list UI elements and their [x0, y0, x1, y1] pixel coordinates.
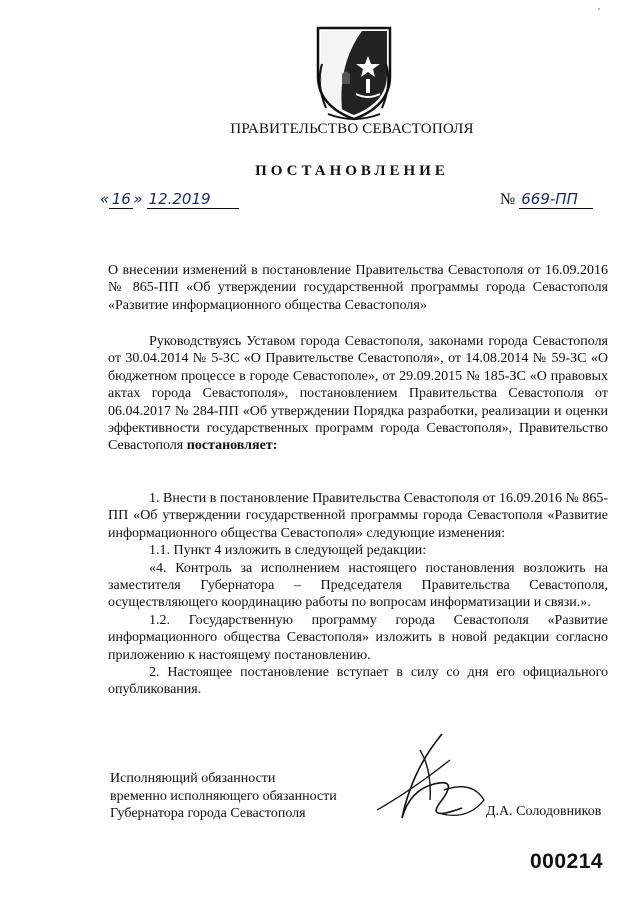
clause-1: 1. Внести в постановление Правительства Севастополя от 16.09.2016 № 865-ПП «Об утверждении государственной программы города Севастополя «Развитие информационного общества Севастополя» следующие изменения: — [108, 491, 608, 541]
resolution-body — [108, 490, 608, 699]
serial-number: 000214 — [530, 850, 604, 873]
signatory-line-3: Губернатора города Севастополя — [110, 806, 306, 821]
preamble-resolves: постановляет: — [186, 438, 278, 454]
document-number — [500, 190, 593, 209]
document-type: ПОСТАНОВЛЕНИЕ — [255, 163, 449, 179]
number-value: 669-ПП — [519, 190, 593, 209]
sevastopol-coat-of-arms-icon — [312, 24, 396, 122]
document-title — [108, 262, 608, 314]
signatory-name: Д.А. Солодовников — [486, 804, 602, 819]
clause-2: 2. Настоящее постановление вступает в силу со дня его официального опубликования. — [108, 665, 608, 698]
signatory-line-2: временно исполняющего обязанности — [110, 788, 337, 804]
clause-1-1: 1.1. Пункт 4 изложить в следующей редакции: — [149, 543, 427, 559]
preamble — [108, 333, 608, 455]
date-day: 16 — [109, 190, 133, 209]
clause-1-1-quote: «4. Контроль за исполнением настоящего постановления возложить на заместителя Губернатора – Председателя Правительства Севастополя, осуществляющего координацию работы по вопросам информатизации и связи.». — [108, 560, 608, 611]
document-date — [100, 190, 239, 209]
clause-1-2: 1.2. Государственную программу города Севастополя «Развитие информационного общества Севастополя» изложить в новой редакции согласно приложению к настоящему постановлению. — [108, 612, 608, 663]
number-label: № — [500, 191, 516, 208]
date-close-quote: » — [133, 190, 143, 208]
preamble-text: Руководствуясь Уставом города Севастополя, законами города Севастополя от 30.04.2014 № 5-ЗС «О Правительстве Севастополя», от 14.08.2014 № 59-ЗС «О бюджетном процессе в городе Севастополе», от 29.09.2015 № 185-ЗС «О правовых актах города Севастополя», постановлением Правительства Севастополя от 06.04.2017 № 284-ПП «Об утверждении Порядка разработки, реализации и оценки эффективности государственных программ города Севастополя», Правительство Севастополя — [108, 334, 608, 454]
handwritten-signature — [372, 730, 492, 825]
corner-mark: ' — [598, 6, 600, 18]
date-open-quote: « — [100, 190, 110, 208]
government-title: ПРАВИТЕЛЬСТВО СЕВАСТОПОЛЯ — [230, 121, 474, 137]
date-month-year: 12.2019 — [147, 190, 239, 209]
signatory-position — [110, 770, 337, 823]
signatory-line-1: Исполняющий обязанности — [110, 771, 276, 786]
title-text: О внесении изменений в постановление Правительства Севастополя от 16.09.2016 № 865-ПП «Об утверждении государственной программы города Севастополя «Развитие информационного общества Севастополя» — [108, 263, 608, 313]
